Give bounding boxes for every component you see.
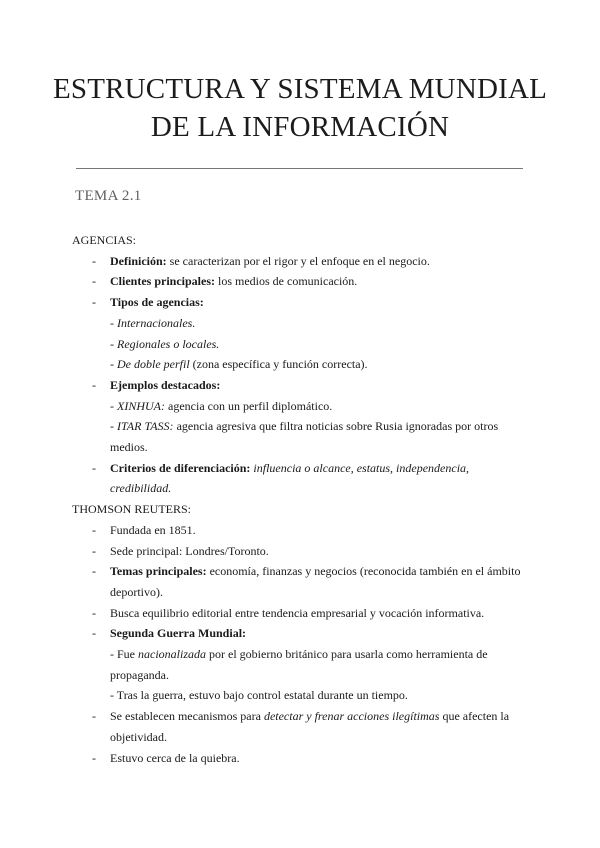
itar-tass-text: agencia agresiva que filtra noticias sobre Rusia ignoradas por otros medios. xyxy=(110,419,499,455)
list-item-clientes xyxy=(72,271,522,292)
tipo-regionales xyxy=(110,334,522,355)
clientes-text: los medios de comunicación. xyxy=(215,274,358,289)
sub-prefix: - xyxy=(110,398,117,413)
mecanismos-rest: que afecten la objetividad. xyxy=(110,709,510,744)
temas-label: Temas principales: xyxy=(110,564,207,579)
definicion-label: Definición: xyxy=(110,253,167,268)
tipos-label: Tipos de agencias: xyxy=(110,295,204,310)
bullet-dash: - xyxy=(92,295,96,310)
guerra1-rest: por el gobierno británico para usarla como herramienta de propaganda. xyxy=(110,647,488,682)
temas-text: economía, finanzas y negocios (reconocida también en el ámbito deportivo). xyxy=(110,564,521,599)
fundada-text: Fundada en 1851. xyxy=(110,522,196,537)
sub-prefix: - xyxy=(110,357,117,372)
list-item-equilibrio xyxy=(72,603,522,624)
guerra1-prefix: - Fue xyxy=(110,647,138,662)
title-line-2: DE LA INFORMACIÓN xyxy=(150,111,450,143)
bullet-dash: - xyxy=(92,564,96,579)
xinhua-text: agencia con un perfil diplomático. xyxy=(165,398,333,413)
bullet-dash: - xyxy=(92,543,96,558)
bullet-dash: - xyxy=(92,605,96,620)
equilibrio-text: Busca equilibrio editorial entre tendencia empresarial y vocación informativa. xyxy=(110,605,485,620)
document-title xyxy=(40,70,560,146)
title-divider xyxy=(76,168,523,169)
list-item-mecanismos xyxy=(72,706,522,747)
quiebra-text: Estuvo cerca de la quiebra. xyxy=(110,750,240,765)
list-item-fundada xyxy=(72,520,522,541)
list-item-ejemplos xyxy=(72,375,522,458)
list-item-definicion xyxy=(72,251,522,272)
bullet-dash: - xyxy=(92,522,96,537)
bullet-dash: - xyxy=(92,626,96,641)
guerra-control-estatal: - Tras la guerra, estuvo bajo control estatal durante un tiempo. xyxy=(110,688,408,703)
section-heading-tema: TEMA 2.1 xyxy=(75,188,142,204)
sub-prefix: - xyxy=(110,315,117,330)
mecanismos-prefix: Se establecen mecanismos para xyxy=(110,709,264,724)
tipo3-text: De doble perfil xyxy=(117,357,190,372)
thomson-heading: THOMSON REUTERS: xyxy=(72,502,192,517)
guerra-label: Segunda Guerra Mundial: xyxy=(110,626,247,641)
list-item-temas xyxy=(72,561,522,602)
sede-text: Sede principal: Londres/Toronto. xyxy=(110,543,269,558)
bullet-dash: - xyxy=(92,253,96,268)
tipo3-rest: (zona específica y función correcta). xyxy=(189,357,368,372)
tipo1-text: Internacionales. xyxy=(117,315,196,330)
tipo-doble-perfil xyxy=(110,354,522,375)
agencias-heading: AGENCIAS: xyxy=(72,233,137,247)
document-body xyxy=(72,230,522,768)
clientes-label: Clientes principales: xyxy=(110,274,215,289)
bullet-dash: - xyxy=(92,460,96,475)
ejemplo-xinhua xyxy=(110,396,522,417)
guerra-nacionalizada xyxy=(110,644,522,685)
list-item-tipos xyxy=(72,292,522,375)
mecanismos-italic: detectar y frenar acciones ilegítimas xyxy=(263,709,440,724)
list-item-quiebra xyxy=(72,748,522,769)
tipo-internacionales xyxy=(110,313,522,334)
list-item-guerra xyxy=(72,623,522,706)
ejemplo-itar-tass xyxy=(110,416,522,457)
agencias-list xyxy=(72,251,522,499)
ejemplos-label: Ejemplos destacados: xyxy=(110,377,221,392)
tipo2-text: Regionales o locales. xyxy=(117,336,220,351)
thomson-list xyxy=(72,520,522,768)
list-item-criterios xyxy=(72,458,522,499)
criterios-text: influencia o alcance, estatus, independencia, credibilidad. xyxy=(110,460,470,496)
bullet-dash: - xyxy=(92,377,96,392)
bullet-dash: - xyxy=(92,750,96,765)
criterios-label: Criterios de diferenciación: xyxy=(110,460,251,475)
guerra1-italic: nacionalizada xyxy=(138,647,206,662)
bullet-dash: - xyxy=(92,274,96,289)
list-item-sede xyxy=(72,541,522,562)
bullet-dash: - xyxy=(92,709,96,724)
title-line-1: ESTRUCTURA Y SISTEMA MUNDIAL xyxy=(52,73,548,105)
xinhua-name: XINHUA: xyxy=(117,398,165,413)
sub-prefix: - xyxy=(110,419,117,434)
definicion-text: se caracterizan por el rigor y el enfoque en el negocio. xyxy=(166,253,430,268)
itar-tass-name: ITAR TASS: xyxy=(117,419,174,434)
sub-prefix: - xyxy=(110,336,117,351)
